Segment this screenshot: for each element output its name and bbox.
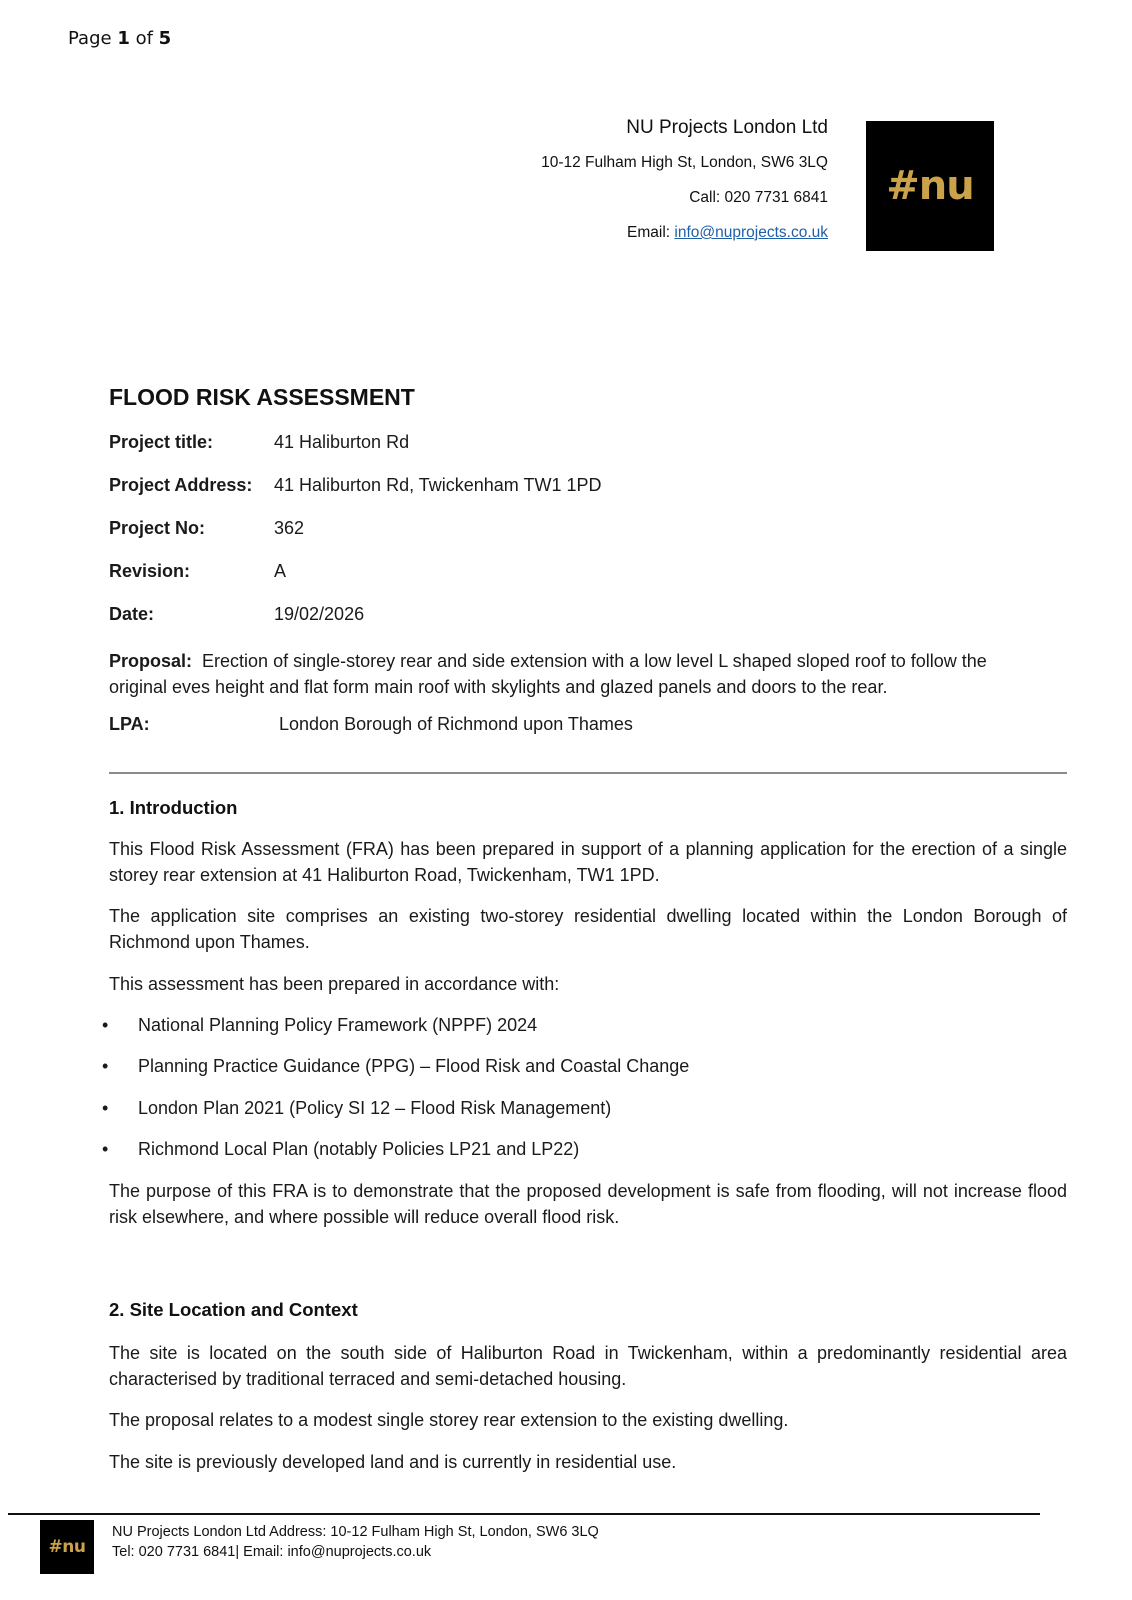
site-paragraph-3: The site is previously developed land and is currently in residential use. (109, 1452, 677, 1472)
company-logo: #nu (866, 121, 994, 251)
proposal-text: Erection of single-storey rear and side extension with a low level L shaped sloped roof to follow the original eves height and flat form main roof with skylights and glazed panels and doors to the rear. (109, 651, 987, 697)
section-divider (109, 772, 1067, 774)
footer-phone-email: Tel: 020 7731 6841| Email: info@nuprojects.co.uk (112, 1544, 432, 1560)
document-title: FLOOD RISK ASSESSMENT (109, 384, 415, 410)
field-value: 19/02/2026 (274, 604, 365, 624)
page-indicator: Page 1 of 5 (68, 28, 172, 49)
company-phone: Call: 020 7731 6841 (689, 189, 828, 206)
intro-paragraph-4: The purpose of this FRA is to demonstrate that the proposed development is safe from flooding, will not increase flood risk elsewhere, and where possible will reduce overall flood risk. (109, 1181, 1067, 1227)
field-value: A (274, 561, 287, 581)
company-email-line: Email: info@nuprojects.co.uk (627, 224, 828, 241)
list-item: • London Plan 2021 (Policy SI 12 – Flood Risk Management) (102, 1095, 689, 1136)
list-item: • Richmond Local Plan (notably Policies LP21 and LP22) (102, 1136, 689, 1177)
intro-paragraph-3: This assessment has been prepared in accordance with: (109, 974, 560, 994)
policy-list (102, 1012, 689, 1177)
list-item: • Planning Practice Guidance (PPG) – Flood Risk and Coastal Change (102, 1053, 689, 1094)
intro-paragraph-2: The application site comprises an existing two-storey residential dwelling located within the London Borough of Richmond upon Thames. (109, 906, 1067, 952)
footer-contact (112, 1522, 599, 1562)
section-heading-introduction: 1. Introduction (109, 797, 238, 818)
field-label: Project No: (109, 518, 206, 538)
company-header (541, 117, 828, 258)
footer-divider (8, 1513, 1040, 1515)
field-label: Date: (109, 604, 155, 624)
company-address: 10-12 Fulham High St, London, SW6 3LQ (541, 154, 828, 171)
lpa-value: London Borough of Richmond upon Thames (279, 714, 633, 734)
lpa-label: LPA: (109, 714, 150, 734)
section-heading-site-location: 2. Site Location and Context (109, 1299, 358, 1320)
footer-logo: #nu (40, 1520, 94, 1574)
proposal-label: Proposal: (109, 651, 193, 671)
field-value: 41 Haliburton Rd (274, 432, 410, 452)
field-value: 362 (274, 518, 305, 538)
company-name: NU Projects London Ltd (626, 117, 828, 138)
field-label: Revision: (109, 561, 191, 581)
company-email-link[interactable]: info@nuprojects.co.uk (674, 224, 828, 241)
list-item: • National Planning Policy Framework (NPPF) 2024 (102, 1012, 689, 1053)
footer-address: NU Projects London Ltd Address: 10-12 Fulham High St, London, SW6 3LQ (112, 1524, 599, 1540)
site-paragraph-1: The site is located on the south side of Haliburton Road in Twickenham, within a predominantly residential area characterised by traditional terraced and semi-detached housing. (109, 1343, 1067, 1389)
field-label: Project Address: (109, 475, 253, 495)
field-value: 41 Haliburton Rd, Twickenham TW1 1PD (274, 475, 602, 495)
proposal (109, 648, 989, 700)
field-label: Project title: (109, 432, 214, 452)
intro-paragraph-1: This Flood Risk Assessment (FRA) has been prepared in support of a planning application for the erection of a single storey rear extension at 41 Haliburton Road, Twickenham, TW1 1PD. (109, 839, 1067, 885)
site-paragraph-2: The proposal relates to a modest single storey rear extension to the existing dwelling. (109, 1410, 789, 1430)
